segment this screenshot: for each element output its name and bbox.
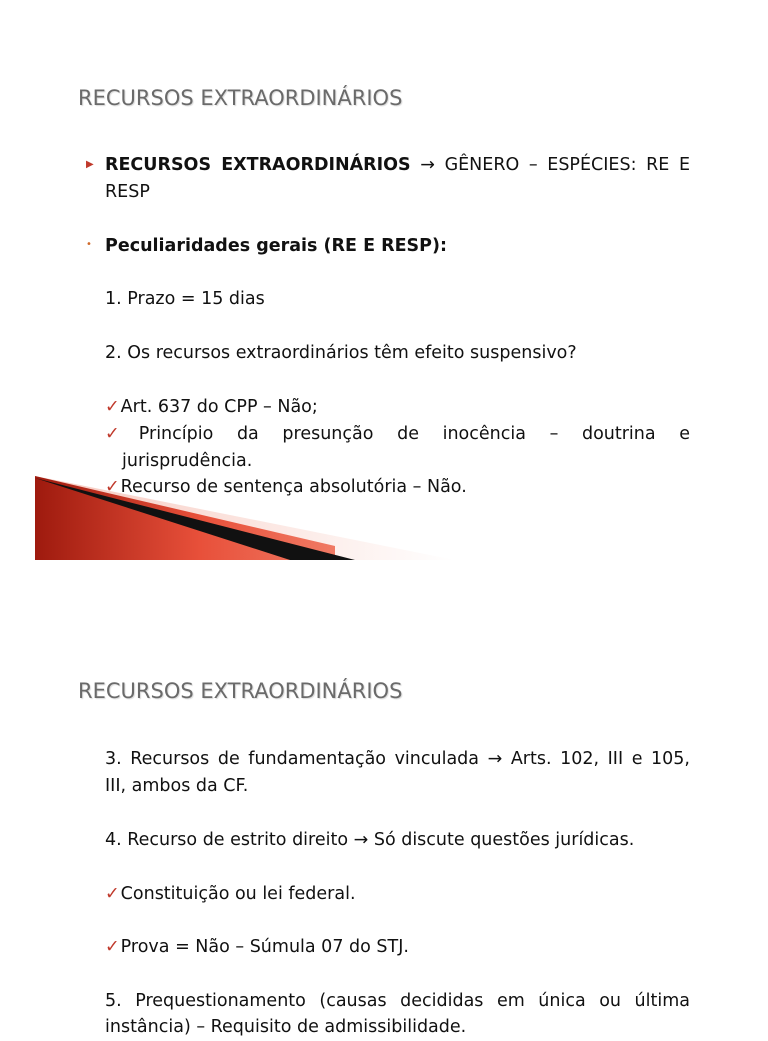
point-prequestionamento-line2: instância) – Requisito de admissibilidade. — [105, 1017, 467, 1037]
dot-bullet-icon: • — [86, 239, 92, 250]
point-efeito-suspensivo: 2. Os recursos extraordinários têm efeito suspensivo? — [105, 343, 577, 363]
check-item-absolutoria-text: Recurso de sentença absolutória – Não. — [120, 477, 467, 497]
checkmark-icon: ✓ — [105, 477, 120, 497]
check-item-constituicao-text: Constituição ou lei federal. — [120, 884, 356, 904]
check-item-presuncao-line2: jurisprudência. — [122, 451, 253, 471]
item-peculiaridades: Peculiaridades gerais (RE E RESP): — [105, 236, 447, 256]
checkmark-icon: ✓ — [105, 937, 120, 957]
point-prequestionamento: 5. Prequestionamento (causas decididas em única ou última — [105, 991, 690, 1011]
slide-decoration-graphic — [35, 476, 455, 560]
slide-title: RECURSOS EXTRAORDINÁRIOS — [78, 86, 403, 110]
checkmark-icon: ✓ — [105, 424, 138, 444]
check-item-presuncao — [105, 421, 690, 448]
check-item-presuncao-text: Princípio da presunção de inocência – doutrina e — [138, 424, 690, 444]
triangle-bullet-icon: ▶ — [86, 159, 94, 170]
check-item-prova — [105, 934, 690, 961]
point-prazo: 1. Prazo = 15 dias — [105, 289, 265, 309]
point-fundamentacao: 3. Recursos de fundamentação vinculada → Arts. 102, III e 105, — [105, 749, 690, 769]
checkmark-icon: ✓ — [105, 397, 120, 417]
slide-2 — [0, 590, 768, 1037]
item-genero-bold: RECURSOS EXTRAORDINÁRIOS — [105, 155, 411, 175]
item-genero-rest: → GÊNERO – ESPÉCIES: RE E — [410, 155, 690, 175]
checkmark-icon: ✓ — [105, 884, 120, 904]
item-genero-line2: RESP — [105, 182, 150, 202]
check-item-prova-text: Prova = Não – Súmula 07 do STJ. — [120, 937, 409, 957]
point-estrito-direito: 4. Recurso de estrito direito → Só discute questões jurídicas. — [105, 830, 635, 850]
slide-title: RECURSOS EXTRAORDINÁRIOS — [78, 679, 403, 703]
item-genero — [105, 152, 690, 179]
check-item-cpp-text: Art. 637 do CPP – Não; — [120, 397, 318, 417]
check-item-cpp — [105, 394, 690, 421]
point-fundamentacao-line2: III, ambos da CF. — [105, 776, 249, 796]
check-item-constituicao — [105, 881, 690, 908]
